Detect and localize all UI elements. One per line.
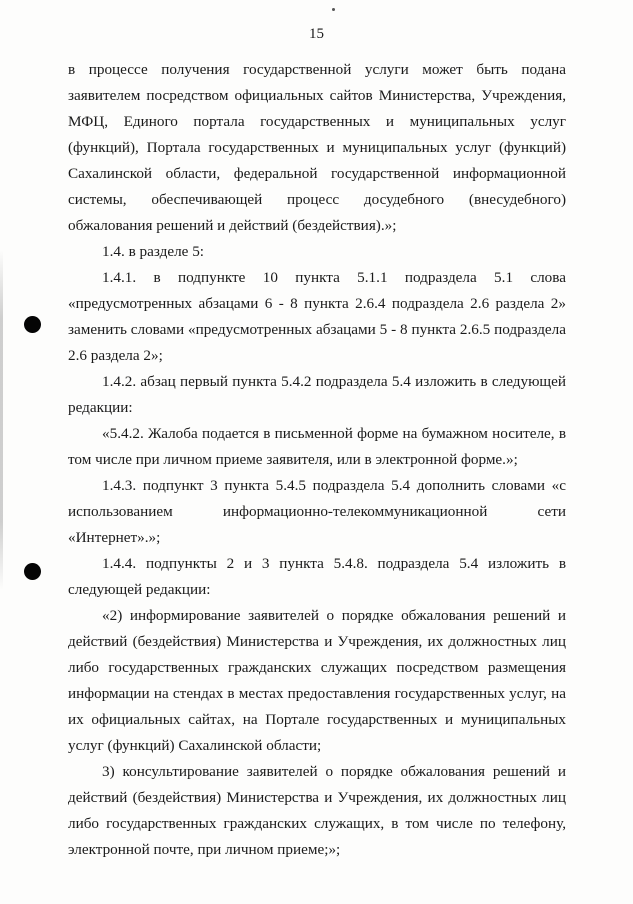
paragraph-item: 1.4.4. подпункты 2 и 3 пункта 5.4.8. подраздела 5.4 изложить в следующей редакции:	[68, 555, 566, 598]
document-body	[68, 57, 566, 863]
scan-speck	[332, 8, 335, 11]
paragraph-quote: 3) консультирование заявителей о порядке обжалования решений и действий (бездействия) Министерства и Учреждения, их должностных лиц либо государственных гражданских служащих, в том числе по телефону, электронной почте, при личном приеме;»;	[68, 763, 566, 858]
binder-hole-top	[24, 316, 41, 333]
paragraph-item: 1.4.1. в подпункте 10 пункта 5.1.1 подраздела 5.1 слова «предусмотренных абзацами 6 - 8 пункта 2.6.4 подраздела 2.6 раздела 2» заменить словами «предусмотренных абзацами 5 - 8 пункта 2.6.5 подраздела 2.6 раздела 2»;	[68, 269, 566, 364]
scan-edge-shadow	[0, 250, 3, 590]
binder-hole-bottom	[24, 563, 41, 580]
paragraph-quote: «2) информирование заявителей о порядке обжалования решений и действий (бездействия) Министерства и Учреждения, их должностных лиц либо государственных гражданских служащих посредством размещения информации на стендах в местах предоставления государственных услуг, на их официальных сайтах, на Портале государственных и муниципальных услуг (функций) Сахалинской области;	[68, 607, 566, 754]
paragraph-section-heading: 1.4. в разделе 5:	[102, 243, 205, 260]
paragraph-item: 1.4.3. подпункт 3 пункта 5.4.5 подраздела 5.4 дополнить словами «с использованием информационно-телекоммуникационной сети «Интернет».»;	[68, 477, 566, 546]
paragraph-quote: «5.4.2. Жалоба подается в письменной форме на бумажном носителе, в том числе при личном приеме заявителя, или в электронной форме.»;	[68, 425, 566, 468]
paragraph-continuation: в процессе получения государственной услуги может быть подана заявителем посредством официальных сайтов Министерства, Учреждения, МФЦ, Единого портала государственных и муниципальных услуг (функций), Портала государственных и муниципальных услуг (функций) Сахалинской области, федеральной государственной информационной системы, обеспечивающей процесс досудебного (внесудебного) обжалования решений и действий (бездействия).»;	[68, 61, 566, 234]
page-number: 15	[309, 26, 324, 42]
paragraph-item: 1.4.2. абзац первый пункта 5.4.2 подраздела 5.4 изложить в следующей редакции:	[68, 373, 566, 416]
